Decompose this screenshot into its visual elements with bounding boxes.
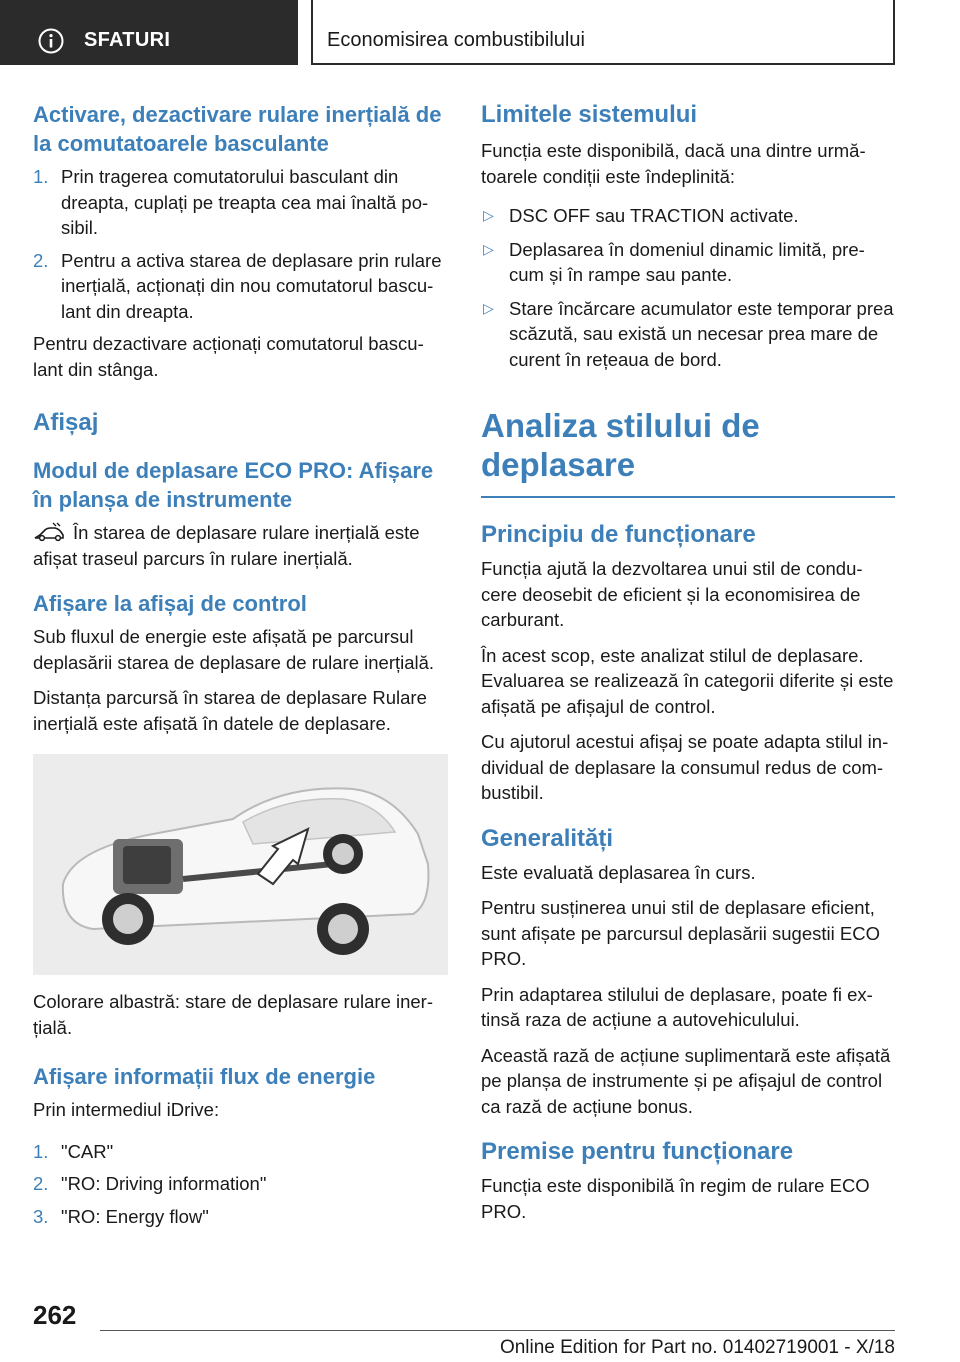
car-coasting-illustration xyxy=(33,754,448,975)
chapter-header xyxy=(311,0,895,65)
heading-display: Afișaj xyxy=(33,409,99,436)
triangle-bullet-icon: ▷ xyxy=(483,299,494,316)
activate-steps xyxy=(33,164,448,324)
list-item xyxy=(33,1204,448,1230)
list-item-text: DSC OFF sau TRACTION activate. xyxy=(509,205,799,226)
footer-divider xyxy=(100,1330,895,1331)
heading-eco-pro: Modul de deplasare ECO PRO: Afișare în planșa de instrumente xyxy=(33,458,434,512)
section-divider xyxy=(481,496,895,498)
list-item xyxy=(33,1139,448,1165)
list-item-text: Stare încărcare acumulator este temporar prea scăzută, sau există un necesar prea mare de curent în rețeaua de bord. xyxy=(509,297,894,370)
limits-list xyxy=(481,203,895,372)
list-item xyxy=(481,237,895,288)
deactivate-text: Pentru dezactivare acționați comutatorul bascu-lant din stânga. xyxy=(33,333,424,380)
heading-energy-flow: Afișare informații flux de energie xyxy=(33,1064,376,1089)
principle-text-3: Cu ajutorul acestui afișaj se poate adapta stilul in-dividual de deplasare la consumul redus de com-bustibil. xyxy=(481,731,889,803)
edition-text: Online Edition for Part no. 01402719001 - X/18 xyxy=(499,1337,895,1358)
limits-intro: Funcția este disponibilă, dacă una dintre urmă-toarele condiții este îndeplinită: xyxy=(481,140,866,187)
step-number: 3. xyxy=(33,1205,49,1227)
general-text-1: Este evaluată deplasarea în curs. xyxy=(481,861,756,883)
principle-text-1: Funcția ajută la dezvoltarea unui stil de condu-cere deosebit de eficient și la economisirea de carburant. xyxy=(481,558,863,630)
eco-pro-text: În starea de deplasare rulare inerțială este afișat traseul parcurs în rulare inerțială. xyxy=(33,522,420,569)
left-column xyxy=(33,100,448,1236)
heading-general: Generalități xyxy=(481,824,614,852)
list-item xyxy=(33,164,448,241)
step-text: "RO: Energy flow" xyxy=(61,1205,209,1227)
heading-system-limits: Limitele sistemului xyxy=(481,101,698,128)
step-text: "RO: Driving information" xyxy=(61,1173,267,1194)
control-text-1: Sub fluxul de energie este afișată pe parcursul deplasării starea de deplasare de rulare inerțială. xyxy=(33,626,435,673)
step-number: 1. xyxy=(33,1140,49,1162)
step-number: 1. xyxy=(33,166,49,187)
step-text: "CAR" xyxy=(61,1140,114,1162)
general-text-3: Prin adaptarea stilului de deplasare, poate fi ex-tinsă raza de acțiune a autovehiculului. xyxy=(481,983,873,1030)
heading-principle: Principiu de funcționare xyxy=(481,521,756,548)
step-text: Pentru a activa starea de deplasare prin rulare inerțială, acționați din nou comutatorul bascu-lant din dreapta. xyxy=(61,249,442,322)
list-item xyxy=(33,248,448,325)
list-item xyxy=(33,1171,448,1197)
figure-caption: Colorare albastră: stare de deplasare rulare iner-țială. xyxy=(33,991,434,1038)
coasting-icon xyxy=(33,522,65,542)
step-number: 2. xyxy=(33,1173,49,1194)
heading-prerequisites: Premise pentru funcționare xyxy=(481,1138,794,1165)
triangle-bullet-icon: ▷ xyxy=(483,240,494,257)
list-item xyxy=(481,203,895,229)
energy-intro: Prin intermediul iDrive: xyxy=(33,1099,220,1120)
general-text-4: Această rază de acțiune suplimentară este afișată pe planșa de instrumente și pe afișajul de control ca rază de acțiune bonus. xyxy=(481,1044,891,1117)
prereq-text: Funcția este disponibilă în regim de rulare ECO PRO. xyxy=(481,1175,870,1222)
principle-text-2: În acest scop, este analizat stilul de deplasare. Evaluarea se realizează în categorii diferite și este afișată pe afișajul de control. xyxy=(481,644,894,717)
list-item xyxy=(481,296,895,373)
page-number: 262 xyxy=(33,1300,77,1330)
triangle-bullet-icon: ▷ xyxy=(483,207,494,223)
list-item-text: Deplasarea în domeniul dinamic limită, pre-cum și în rampe sau pante. xyxy=(509,238,865,285)
info-icon xyxy=(38,28,64,54)
control-text-2: Distanța parcursă în starea de deplasare Rulare inerțială este afișată în datele de deplasare. xyxy=(33,687,427,734)
section-label: SFATURI xyxy=(84,29,171,51)
step-text: Prin tragerea comutatorului basculant din dreapta, cuplați pe treapta cea mai înaltă po-sibil. xyxy=(61,166,429,238)
eco-pro-paragraph xyxy=(33,520,448,571)
heading-control-display: Afișare la afișaj de control xyxy=(33,591,307,616)
right-column xyxy=(481,100,895,1234)
step-number: 2. xyxy=(33,249,49,271)
energy-steps xyxy=(33,1139,448,1230)
chapter-title: Economisirea combustibilului xyxy=(327,29,585,51)
heading-activate-coasting: Activare, dezactivare rulare inerțială de la comutatoarele basculante xyxy=(33,102,442,156)
general-text-2: Pentru susținerea unui stil de deplasare eficient, sunt afișate pe parcursul deplasării sugestii ECO PRO. xyxy=(481,897,880,969)
heading-driving-style-analysis: Analiza stilului de deplasare xyxy=(481,407,760,483)
section-tab xyxy=(0,0,298,65)
